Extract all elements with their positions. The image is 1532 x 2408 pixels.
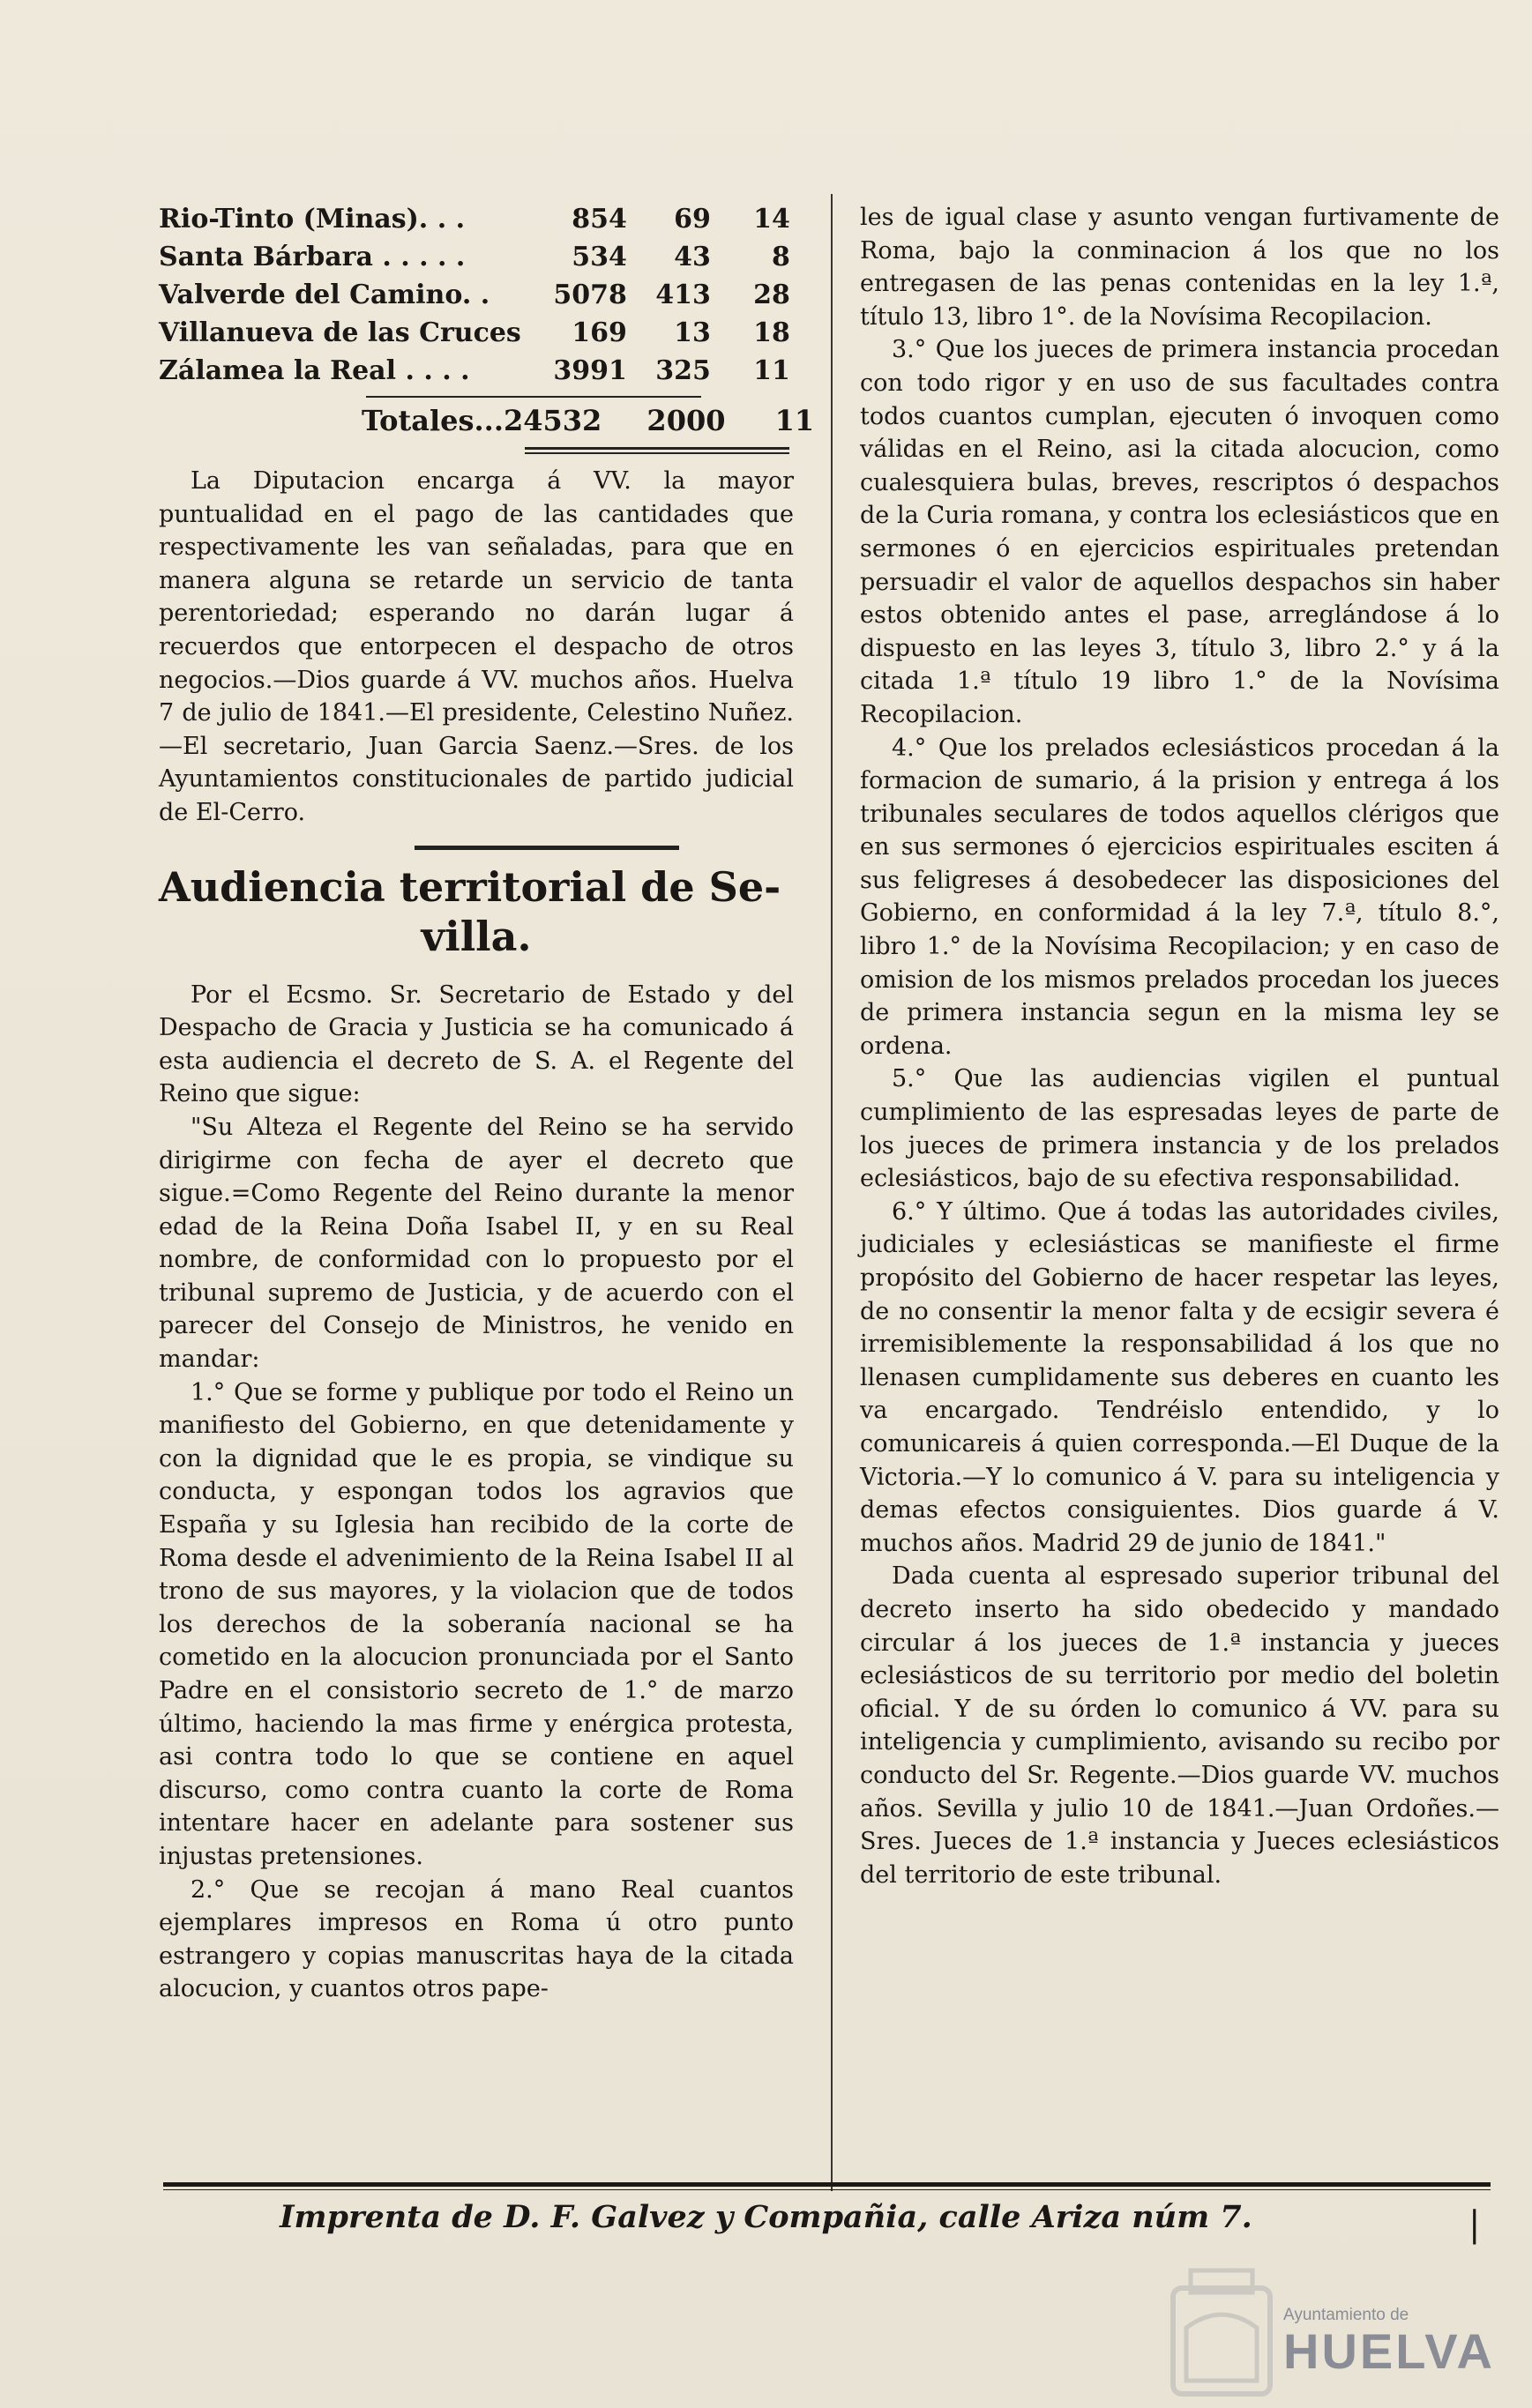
table-cell-c: 28 — [753, 280, 790, 310]
table-cell-name: Valverde del Camino. . — [159, 280, 490, 310]
diputacion-paragraph: La Diputacion encarga á VV. la mayor puntualidad en el pago de las cantidades que respectivamente les van señaladas, para que en manera alguna se retarde un servicio de tanta perentoriedad; esperando no darán lugar á recuerdos que entorpecen el despacho de otros negocios.—Dios guarde á VV. muchos años. Huelva 7 de julio de 1841.—El presidente, Celestino Nuñez.—El secretario, Juan Garcia Saenz.—Sres. de los Ayuntamientos constitucionales de partido judicial de El-Cerro. — [159, 467, 794, 826]
article-4: 4.° Que los prelados eclesiásticos procedan á la formacion de sumario, á la prision y entrega á los tribunales seculares de todos aquellos clérigos que en sus sermones ó ejercicios espirituales esciten á sus feligreses á desobedecer las disposiciones del Gobierno, en conformidad á la ley 7.ª, título 8.°, libro 1.° de la Novísima Recopilacion; y en caso de omision de los mismos prelados procedan los jueces de primera instancia segun en la misma ley se ordena. — [860, 734, 1499, 1060]
table-row — [159, 353, 790, 391]
totals-b: 2000 — [646, 404, 726, 437]
heading-line-2: villa. — [421, 912, 532, 960]
totals-row — [159, 401, 815, 440]
table-cell-b: 69 — [674, 204, 711, 235]
table-cell-b: 43 — [674, 242, 711, 272]
municipal-quota-table — [159, 201, 790, 391]
table-row — [159, 315, 790, 353]
article-6: 6.° Y último. Que á todas las autoridades civiles, judiciales y eclesiásticas se manifieste el firme propósito del Gobierno de hacer respetar las leyes, de no consentir la menor falta y de ecsigir severa é irremisiblemente la responsabilidad á los que no llenasen cumplidamente sus deberes en cuanto les va encargado. Tendréislo entendido, y lo comunicareis á quien corresponda.—El Duque de la Victoria.—Y lo comunico á V. para su inteligencia y demas efectos consiguientes. Dios guarde á V. muchos años. Madrid 29 de junio de 1841." — [860, 1197, 1499, 1557]
table-cell-a: 3991 — [553, 355, 627, 386]
table-cell-a: 534 — [572, 242, 627, 272]
double-rule — [525, 447, 789, 454]
decree-quote-start: "Su Alteza el Regente del Reino se ha servido dirigirme con fecha de ayer el decreto que sigue.=Como Regente del Reino durante la menor edad de la Reina Doña Isabel II, y en su Real nombre, de conformidad con lo propuesto por el tribunal supremo de Justicia, y de acuerdo con el parecer del Consejo de Ministros, he venido en mandar: — [159, 1113, 794, 1374]
table-cell-name: Rio-Tinto (Minas). . . — [159, 204, 466, 235]
table-row — [159, 239, 790, 277]
right-column — [860, 201, 1499, 1891]
totals-c: 11 — [774, 404, 815, 437]
totals-a: 24532 — [503, 404, 602, 437]
printer-imprint: Imprenta de D. F. Galvez y Compañia, calle Ariza núm 7. — [280, 2199, 1252, 2235]
section-separator — [415, 846, 679, 850]
table-cell-c: 8 — [771, 242, 790, 272]
totals-label: Totales... — [362, 404, 504, 437]
table-cell-c: 18 — [753, 317, 790, 348]
article-2-start: 2.° Que se recojan á mano Real cuantos ejemplares impresos en Roma ú otro punto estrangero y copias manuscritas haya de la citada alocucion, y cuantos otros pape- — [159, 1875, 794, 2003]
table-cell-c: 11 — [753, 355, 790, 386]
article-1: 1.° Que se forme y publique por todo el Reino un manifiesto del Gobierno, en que detenidamente y con la dignidad que le es propia, se vindique su conducta, y espongan todos los agravios que España y su Iglesia han recibido de la corte de Roma desde el advenimiento de la Reina Isabel II al trono de sus mayores, y la violacion que de todos los derechos de la soberanía nacional se ha cometido en la alocucion pronunciada por el Santo Padre en el consistorio secreto de 1.° de marzo último, haciendo la mas firme y enérgica protesta, asi contra todo lo que se contiene en aquel discurso, como contra cuanto la corte de Roma intentare hacer en adelante para sostener sus injustas pretensiones. — [159, 1378, 794, 1870]
column-divider — [831, 194, 833, 2191]
table-cell-b: 413 — [655, 280, 711, 310]
closing-paragraph: Dada cuenta al espresado superior tribunal del decreto inserto ha sido obedecido y mandado circular á los jueces de 1.ª instancia y jueces eclesiásticos de su territorio por medio del boletin oficial. Y de su órden lo comunico á VV. para su inteligencia y cumplimiento, avisando su recibo por conducto del Sr. Regente.—Dios guarde VV. muchos años. Sevilla y julio 10 de 1841.—Juan Ordoñes.—Sres. Jueces de 1.ª instancia y Jueces eclesiásticos del territorio de este tribunal. — [860, 1562, 1499, 1889]
table-row — [159, 277, 790, 315]
article-3: 3.° Que los jueces de primera instancia procedan con todo rigor y en uso de sus facultades contra todos cuantos cumplan, ejecuten ó invoquen como válidas en el Reino, asi la citada alocucion, como cualesquiera bulas, breves, rescriptos ó despachos de la Curia romana, y contra los eclesiásticos que en sermones ó en ejercicios espirituales pretendan persuadir el valor de aquellos despachos sin haber estos obtenido antes el pase, arreglándose á lo dispuesto en las leyes 3, título 3, libro 2.° y á la citada 1.ª título 19 libro 1.° de la Novísima Recopilacion. — [860, 336, 1499, 728]
watermark-small: Ayuntamiento de — [1283, 2306, 1409, 2324]
totals-rule — [366, 396, 701, 398]
table-cell-c: 14 — [753, 204, 790, 235]
table-cell-a: 854 — [572, 204, 627, 235]
decree-intro: Por el Ecsmo. Sr. Secretario de Estado y del Despacho de Gracia y Justicia se ha comunicado á esta audiencia el decreto de S. A. el Regente del Reino que sigue: — [159, 980, 794, 1108]
table-cell-b: 325 — [655, 355, 711, 386]
article-2-continued: les de igual clase y asunto vengan furtivamente de Roma, bajo la conminacion á los que no los entregasen de las penas contenidas en la ley 1.ª, título 13, libro 1°. de la Novísima Recopilacion. — [860, 204, 1499, 331]
table-cell-a: 5078 — [553, 280, 627, 310]
section-heading — [159, 862, 794, 961]
left-column — [159, 201, 815, 2006]
footer-rule — [163, 2182, 1491, 2187]
heading-line-1: Audiencia territorial de Se- — [159, 862, 781, 911]
table-cell-name: Santa Bárbara . . . . . — [159, 242, 466, 272]
table-cell-name: Zálamea la Real . . . . — [159, 355, 470, 386]
article-5: 5.° Que las audiencias vigilen el puntual cumplimiento de las espresadas leyes de parte de los jueces de primera instancia y de los prelados eclesiásticos, bajo de su efectiva responsabilidad. — [860, 1065, 1499, 1193]
table-row — [159, 201, 790, 239]
watermark-text — [1283, 2306, 1495, 2378]
table-cell-b: 13 — [674, 317, 711, 348]
footer-rule-thin — [163, 2189, 1491, 2190]
table-cell-a: 169 — [572, 317, 627, 348]
margin-mark: | — [1468, 2204, 1481, 2245]
table-cell-name: Villanueva de las Cruces — [159, 317, 521, 348]
watermark-big: HUELVA — [1283, 2323, 1495, 2379]
